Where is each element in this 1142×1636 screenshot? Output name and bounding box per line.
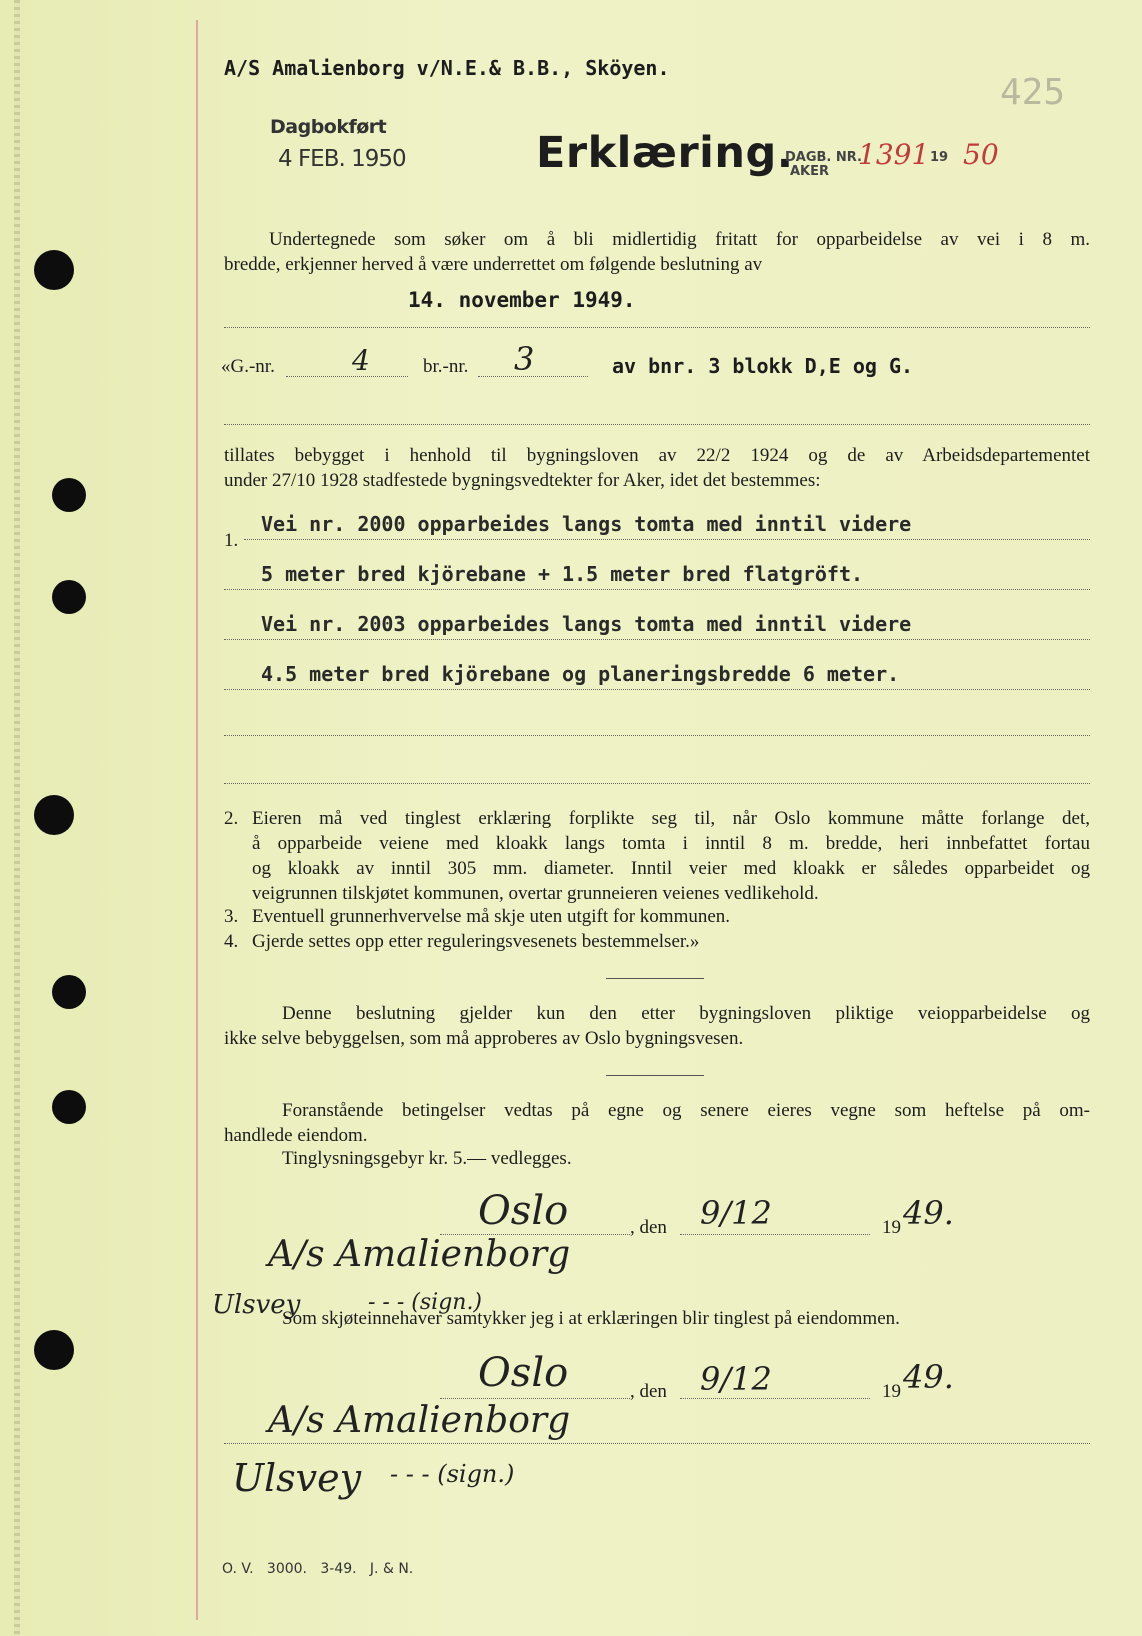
bnr-text: av bnr. 3 blokk D,E og G. <box>612 354 914 378</box>
item1-line: Vei nr. 2000 opparbeides langs tomta med inntil videre <box>261 512 912 536</box>
consent-line: Som skjøteinnehaver samtykker jeg i at erklæringen blir tinglest på eiendommen. <box>282 1308 900 1329</box>
terms-line: handlede eiendom. <box>224 1125 368 1146</box>
dagb-number: 1391 <box>858 138 930 171</box>
note-line: Denne beslutning gjelder kun den etter bygningsloven pliktige veiopparbeidelse og <box>282 1003 1090 1024</box>
item1-line: 4.5 meter bred kjörebane og planeringsbredde 6 meter. <box>261 662 900 686</box>
punch-hole <box>34 1330 74 1370</box>
year-prefix: 19 <box>882 1217 901 1238</box>
paper-edge <box>14 0 20 1636</box>
condition-line: Gjerde settes opp etter reguleringsvesenets bestemmelser.» <box>252 931 700 952</box>
dotted-line <box>224 424 1090 425</box>
terms-line: Foranstående betingelser vedtas på egne og senere eieres vegne som heftelse på om- <box>282 1100 1090 1121</box>
condition-2 <box>252 806 1090 906</box>
item-number: 2. <box>224 808 239 829</box>
signature-place: Oslo <box>478 1188 569 1234</box>
note-line: ikke selve bebyggelsen, som må approberes av Oslo bygningsvesen. <box>224 1028 744 1049</box>
punch-hole <box>34 250 74 290</box>
item-number: 3. <box>224 906 239 927</box>
signature-year: 49. <box>903 1358 954 1396</box>
dotted-line <box>680 1398 870 1399</box>
permit-line: under 27/10 1928 stadfestede bygningsvedtekter for Aker, idet det bestemmes: <box>224 470 821 491</box>
year-prefix: 19 <box>882 1381 901 1402</box>
condition-line: og kloakk av inntil 305 mm. diameter. Inntil veier med kloakk er således opparbeidet og <box>252 858 1090 879</box>
dotted-line <box>680 1234 870 1235</box>
margin-line <box>196 20 198 1620</box>
signature-date: 9/12 <box>700 1194 772 1232</box>
intro-paragraph <box>224 227 1090 277</box>
signature-year: 49. <box>903 1194 954 1232</box>
bnr-label: br.-nr. <box>423 356 469 377</box>
gnr-label: «G.-nr. <box>221 356 275 377</box>
dotted-line <box>224 783 1090 784</box>
company-header: A/S Amalienborg v/N.E.& B.B., Sköyen. <box>224 56 670 80</box>
punch-hole <box>52 580 86 614</box>
dotted-line <box>224 589 1090 590</box>
permit-paragraph <box>224 443 1090 493</box>
note-paragraph <box>224 1001 1090 1051</box>
bnr-value: 3 <box>514 340 535 378</box>
dotted-line <box>224 327 1090 328</box>
terms-paragraph <box>224 1098 1090 1148</box>
dotted-line <box>244 539 1090 540</box>
dagb-label: DAGB. NR. <box>785 150 862 165</box>
dotted-line <box>224 735 1090 736</box>
page-title: Erklæring. <box>536 128 794 178</box>
item-number: 1. <box>224 530 239 551</box>
signature-name: Ulsvey <box>212 1290 301 1320</box>
punch-hole <box>52 478 86 512</box>
condition-line: Eieren må ved tinglest erklæring forplikte seg til, når Oslo kommune måtte forlange det, <box>252 808 1090 829</box>
dagb-year: 19 <box>930 150 949 165</box>
item-number: 4. <box>224 931 239 952</box>
dotted-line <box>224 689 1090 690</box>
dagb-place: AKER <box>790 164 830 179</box>
separator-rule <box>606 978 704 979</box>
gnr-value: 4 <box>352 344 370 377</box>
stamp-date: 4 FEB. 1950 <box>278 146 406 172</box>
permit-line: tillates bebygget i henhold til bygningsloven av 22/2 1924 og de av Arbeidsdepartementet <box>224 445 1090 466</box>
punch-hole <box>34 795 74 835</box>
signature-signed: - - - (sign.) <box>368 1290 483 1315</box>
condition-line: å opparbeide veiene med kloakk langs tomta i inntil 8 m. bredde, heri innbefattet fortau <box>252 833 1090 854</box>
dotted-line <box>440 1398 630 1399</box>
signature-date: 9/12 <box>700 1360 772 1398</box>
item1-line: Vei nr. 2003 opparbeides langs tomta med inntil videre <box>261 612 912 636</box>
stamp-label: Dagbokført <box>270 116 387 138</box>
page-number: 425 <box>1000 72 1066 113</box>
condition-line: Eventuell grunnerhvervelse må skje uten utgift for kommunen. <box>252 906 731 927</box>
dagb-year-hand: 50 <box>963 138 999 171</box>
den-label: , den <box>630 1217 667 1238</box>
punch-hole <box>52 975 86 1009</box>
signature-company: A/s Amalienborg <box>268 1234 571 1275</box>
form-footer: O. V. 3000. 3-49. J. & N. <box>222 1561 414 1577</box>
condition-line: veigrunnen tilskjøtet kommunen, overtar grunneieren veienes vedlikehold. <box>252 883 819 904</box>
signature-company: A/s Amalienborg <box>268 1400 571 1441</box>
dotted-line <box>224 1443 1090 1444</box>
item1-line: 5 meter bred kjörebane + 1.5 meter bred flatgröft. <box>261 562 864 586</box>
dotted-line <box>286 376 408 377</box>
decision-date: 14. november 1949. <box>408 288 636 312</box>
punch-hole <box>52 1090 86 1124</box>
intro-line: Undertegnede som søker om å bli midlertidig fritatt for opparbeidelse av vei i 8 m. <box>269 229 1090 250</box>
signature-name: Ulsvey <box>232 1456 362 1500</box>
den-label: , den <box>630 1381 667 1402</box>
signature-signed: - - - (sign.) <box>390 1460 515 1488</box>
fee-line: Tinglysningsgebyr kr. 5.— vedlegges. <box>282 1148 572 1169</box>
intro-line: bredde, erkjenner herved å være underrettet om følgende beslutning av <box>224 254 763 275</box>
separator-rule <box>606 1075 704 1076</box>
signature-place: Oslo <box>478 1350 569 1396</box>
dotted-line <box>224 639 1090 640</box>
